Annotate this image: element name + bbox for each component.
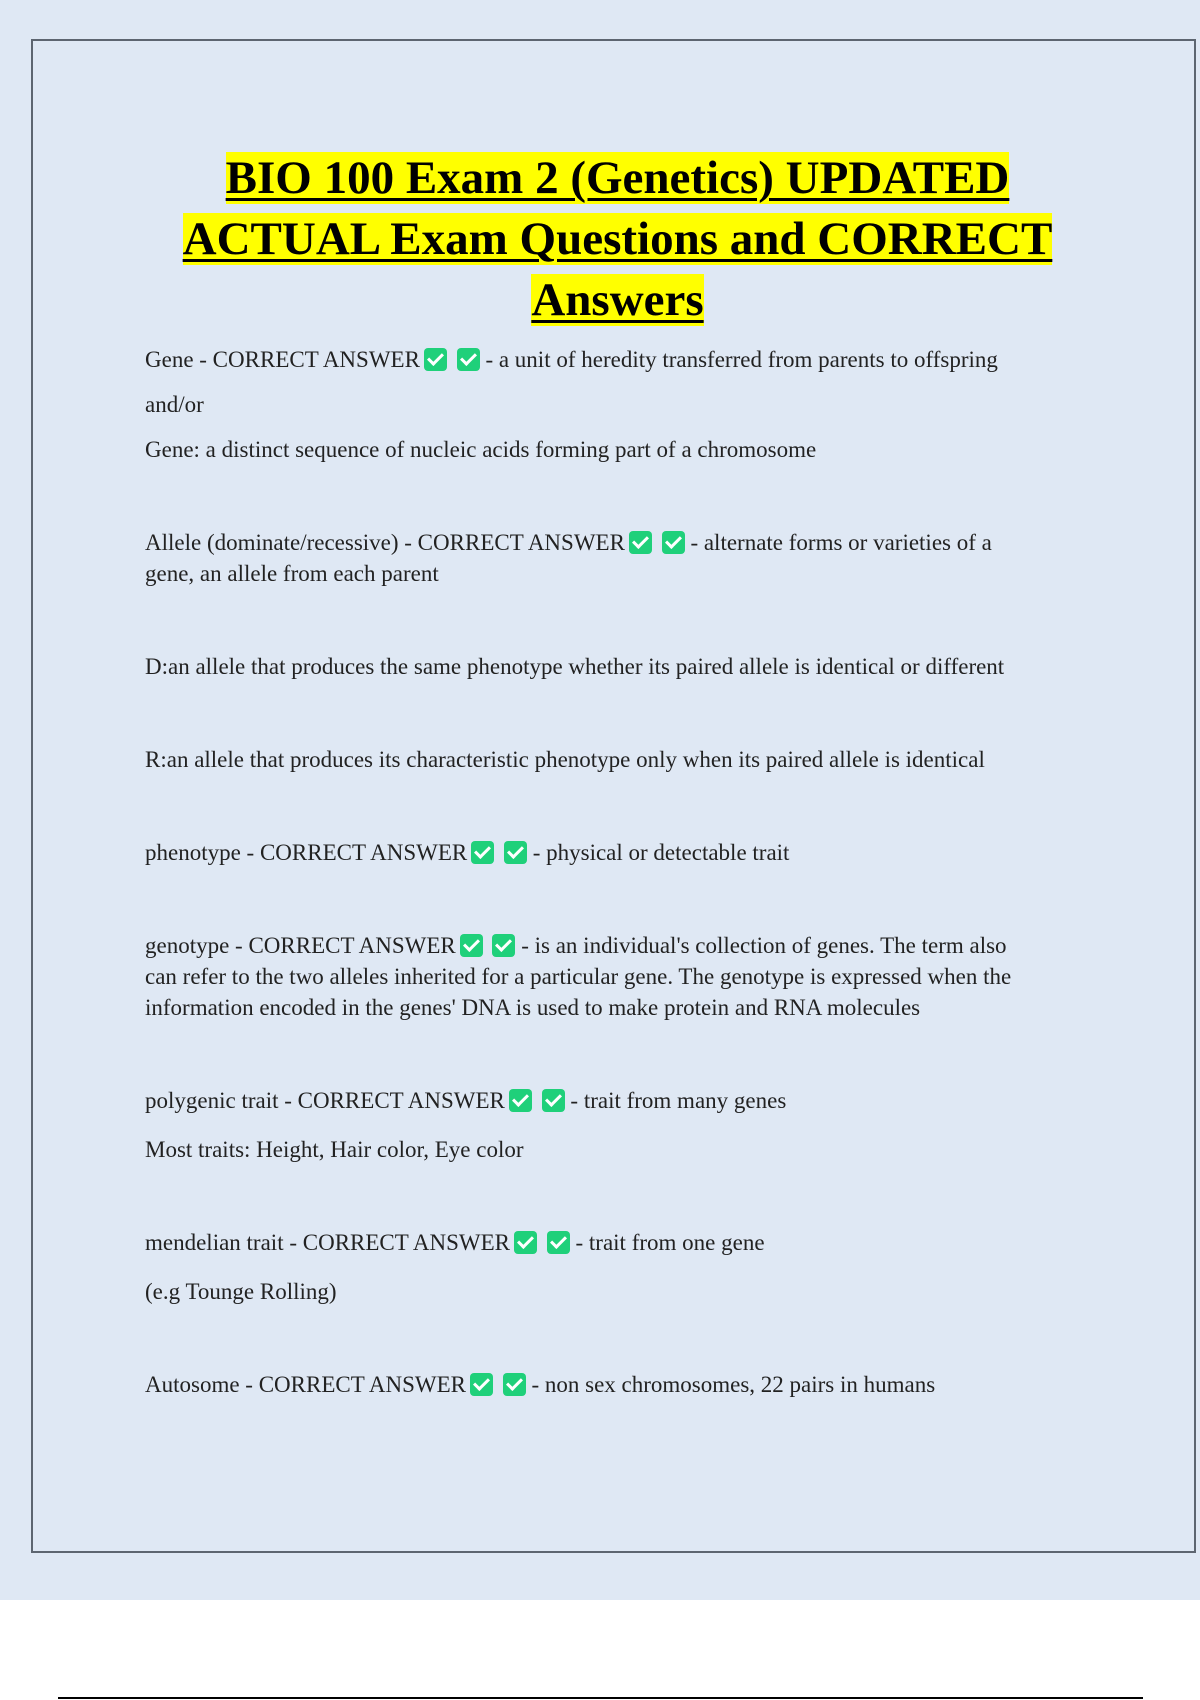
check-mark-icon xyxy=(509,1089,532,1112)
check-mark-icon xyxy=(503,1373,526,1396)
term-genotype: genotype - CORRECT ANSWER xyxy=(145,933,456,958)
check-mark-icon xyxy=(470,1373,493,1396)
title-line-3: Answers xyxy=(531,274,704,326)
check-mark-icon xyxy=(504,841,527,864)
check-mark-icon xyxy=(460,934,483,957)
entry-allele xyxy=(145,527,1085,558)
mendelian-line-2: (e.g Tounge Rolling) xyxy=(145,1279,337,1304)
entry-phenotype xyxy=(145,837,1085,868)
entry-mendelian-trait xyxy=(145,1227,1085,1258)
allele-recessive-line: R:an allele that produces its characteristic phenotype only when its paired allele is identical xyxy=(145,747,985,772)
title-line-1: BIO 100 Exam 2 (Genetics) UPDATED xyxy=(225,152,1010,204)
definition-gene: - a unit of heredity transferred from parents to offspring xyxy=(485,347,998,372)
check-mark-icon xyxy=(424,348,447,371)
check-mark-icon xyxy=(492,934,515,957)
entry-gene xyxy=(145,344,1085,375)
allele-dominant-line: D:an allele that produces the same phenotype whether its paired allele is identical or different xyxy=(145,654,1005,679)
check-mark-icon xyxy=(457,348,480,371)
document-body xyxy=(145,344,1085,1400)
definition-autosome: - non sex chromosomes, 22 pairs in humans xyxy=(531,1372,936,1397)
check-mark-icon xyxy=(542,1089,565,1112)
polygenic-line-2: Most traits: Height, Hair color, Eye color xyxy=(145,1137,524,1162)
entry-polygenic-trait xyxy=(145,1085,1085,1116)
definition-mendelian-trait: - trait from one gene xyxy=(575,1230,765,1255)
check-mark-icon xyxy=(471,841,494,864)
definition-allele: - alternate forms or varieties of a xyxy=(690,530,992,555)
check-mark-icon xyxy=(629,531,652,554)
entry-genotype xyxy=(145,930,1085,961)
footer-rule xyxy=(58,1697,1143,1699)
term-gene: Gene - CORRECT ANSWER xyxy=(145,347,420,372)
term-autosome: Autosome - CORRECT ANSWER xyxy=(145,1372,466,1397)
term-mendelian-trait: mendelian trait - CORRECT ANSWER xyxy=(145,1230,510,1255)
gene-line-2: and/or xyxy=(145,392,204,417)
allele-line-2: gene, an allele from each parent xyxy=(145,561,439,586)
definition-polygenic-trait: - trait from many genes xyxy=(570,1088,787,1113)
check-mark-icon xyxy=(514,1231,537,1254)
term-allele: Allele (dominate/recessive) - CORRECT ANSWER xyxy=(145,530,625,555)
genotype-line-3: information encoded in the genes' DNA is used to make protein and RNA molecules xyxy=(145,995,921,1020)
check-mark-icon xyxy=(662,531,685,554)
gene-line-3: Gene: a distinct sequence of nucleic acids forming part of a chromosome xyxy=(145,437,817,462)
entry-autosome xyxy=(145,1369,1085,1400)
title-line-2: ACTUAL Exam Questions and CORRECT xyxy=(182,213,1053,265)
genotype-line-2: can refer to the two alleles inherited for a particular gene. The genotype is expressed when the xyxy=(145,964,1012,989)
check-mark-icon xyxy=(547,1231,570,1254)
definition-phenotype: - physical or detectable trait xyxy=(532,840,790,865)
term-phenotype: phenotype - CORRECT ANSWER xyxy=(145,840,468,865)
document-title xyxy=(100,148,1135,331)
definition-genotype: - is an individual's collection of genes. The term also xyxy=(521,933,1007,958)
term-polygenic-trait: polygenic trait - CORRECT ANSWER xyxy=(145,1088,505,1113)
